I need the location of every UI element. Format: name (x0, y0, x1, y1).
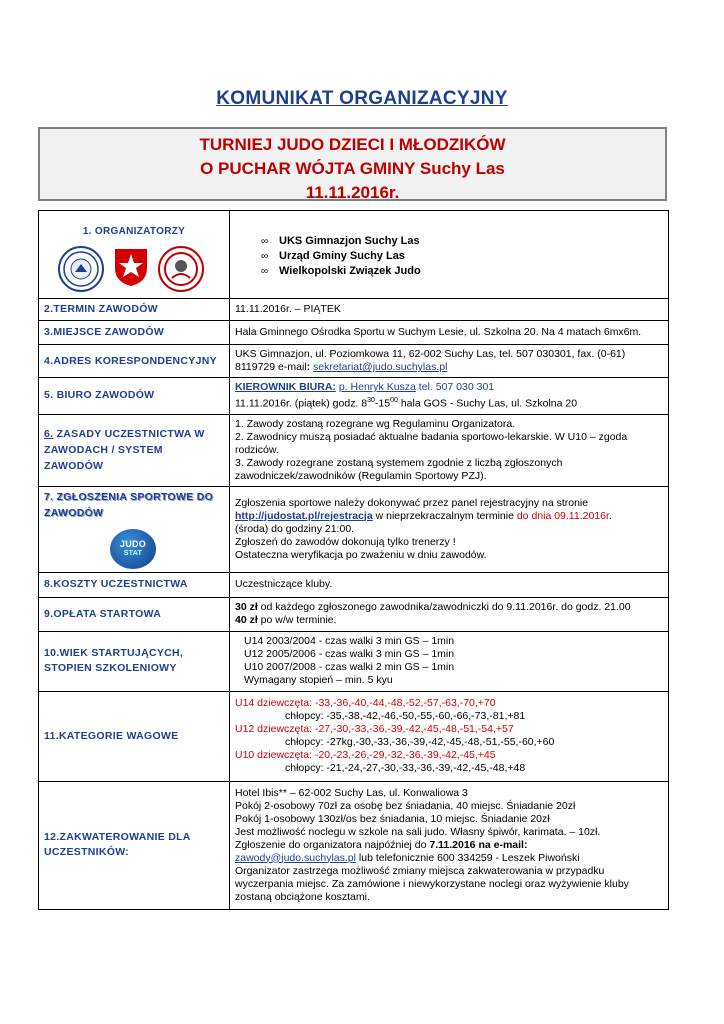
accommodation-email-label: na e-mail: (475, 838, 528, 851)
zgloszenia-label-cell (39, 486, 230, 572)
info-table (38, 210, 669, 910)
termin-label: 2.TERMIN ZAWODÓW (39, 299, 230, 321)
rule-1: 1. Zawody zostaną rozegrane wg Regulaminu Organizatora. (235, 417, 516, 430)
event-header-box (38, 127, 667, 201)
table-row-zasady (39, 414, 669, 486)
registration-link[interactable]: http://judostat.pl/rejestracja (235, 509, 373, 522)
miejsce-label: 3.MIEJSCE ZAWODÓW (39, 321, 230, 345)
koszty-value: Uczestniczące kluby. (230, 572, 669, 597)
table-row-oplata (39, 597, 669, 631)
zakwaterowanie-value (230, 781, 669, 909)
zakwaterowanie-label: 12.ZAKWATEROWANIE DLA UCZESTNIKÓW: (39, 781, 230, 909)
zasady-num: 6. (44, 428, 54, 440)
accommodation-deadline: 7.11.2016 (429, 838, 476, 851)
table-row-organizers (39, 211, 669, 299)
organizers-list (235, 234, 663, 279)
judostat-logo (110, 529, 156, 569)
biuro-hours-line (235, 394, 663, 411)
uks-logo-graphic (62, 250, 100, 288)
accommodation-text: Zgłoszenie do organizatora najpóźniej do (235, 838, 430, 851)
table-row-termin (39, 299, 669, 321)
rule-2: 2. Zawodnicy muszą posiadać aktualne badania sportowo-lekarskie. W U10 – zgoda rodziców. (235, 430, 628, 456)
weight-class-line: U14 dziewczęta: -33,-36,-40,-44,-48,-52,-57,-63,-70,+70 (235, 697, 496, 709)
zgloszenia-label: 7. ZGŁOSZENIA SPORTOWE DO ZAWODÓW (44, 490, 214, 519)
zgloszenia-line: Zgłoszenia sportowe należy dokonywać przez panel rejestracyjny na stronie (235, 496, 589, 509)
table-row-wiek (39, 631, 669, 691)
table-row-zakwaterowanie (39, 781, 669, 909)
adres-text: UKS Gimnazjon, ul. Poziomkowa 11, 62-002 Suchy Las, tel. 507 030301, fax. (0-61) 8119729 e-mail (235, 348, 626, 373)
deadline-date: do dnia 09.11.2016r (516, 509, 609, 522)
adres-value (230, 345, 669, 378)
termin-value: 11.11.2016r. – PIĄTEK (230, 299, 669, 321)
zgloszenia-line: (środa) do godziny 21:00. (235, 522, 355, 535)
accommodation-email-link[interactable]: zawody@judo.suchylas.pl (235, 851, 356, 864)
organizers-label-cell (39, 211, 230, 299)
table-row-adres (39, 345, 669, 378)
wiek-label: 10.WIEK STARTUJĄCYCH, STOPIEN SZKOLENIOWY (39, 631, 230, 691)
hours-sup: 00 (390, 397, 398, 404)
age-group-line: U12 2005/2006 - czas walki 3 min GS – 1min (244, 648, 455, 660)
fee-text: po w/w terminie. (257, 614, 337, 626)
weight-class-line: chłopcy: -21,-24,-27,-30,-33,-36,-39,-42,-45,-48,+48 (285, 762, 526, 774)
zgloszenia-line: Zgłoszeń do zawodów dokonują tylko trenerzy ! (235, 535, 456, 548)
bullet-icon: ∞ (261, 265, 269, 277)
fee-amount: 40 zł (235, 614, 258, 626)
zasady-label (39, 414, 230, 486)
weight-class-line: U10 dziewczęta: -20,-23,-26,-29,-32,-36,-39,-42,-45,+45 (235, 749, 496, 761)
accommodation-line: Hotel Ibis** – 62-002 Suchy Las, ul. Konwaliowa 3 (235, 786, 468, 799)
biuro-manager-line (235, 381, 663, 394)
uks-gimnazjon-logo (58, 246, 104, 292)
hours-location: hala GOS - Suchy Las, ul. Szkolna 20 (397, 397, 578, 410)
manager-name: p. Henryk Kusza (338, 381, 416, 393)
bullet-icon: ∞ (261, 235, 269, 247)
age-group-line: U14 2003/2004 - czas walki 3 min GS – 1min (244, 635, 455, 647)
organizer-name: Urząd Gminy Suchy Las (279, 249, 405, 262)
list-item (261, 234, 663, 249)
judo-logo-graphic (162, 250, 200, 288)
rule-3: 3. Zawody rozegrane zostaną systemem zgodnie z liczbą zgłoszonych zawodniczek/zawodników (Regulamin Sportowy PZJ). (235, 456, 563, 482)
accommodation-line: Pokój 1-osobowy 130zł/os bez śniadania, 10 miejsc. Śniadanie 20zł (235, 812, 550, 825)
adres-label: 4.ADRES KORESPONDENCYJNY (39, 345, 230, 378)
fee-text: od każdego zgłoszonego zawodnika/zawodniczki do 9.11.2016r. do godz. 21.00 (257, 601, 631, 613)
accommodation-line (235, 852, 663, 865)
oplata-value (230, 597, 669, 631)
biuro-value (230, 378, 669, 415)
deadline-text: w nieprzekraczalnym terminie (372, 509, 517, 522)
age-group-line: Wymagany stopień – min. 5 kyu (244, 674, 393, 686)
kategorie-label: 11.KATEGORIE WAGOWE (39, 691, 230, 781)
list-item (261, 264, 663, 279)
table-row-kategorie (39, 691, 669, 781)
oplata-line (235, 601, 663, 614)
event-title-line1: TURNIEJ JUDO DZIECI I MŁODZIKÓW (199, 135, 506, 154)
koszty-label: 8.KOSZTY UCZESTNICTWA (39, 572, 230, 597)
age-group-line: U10 2007/2008 - czas walki 2 min GS – 1min (244, 661, 455, 673)
table-row-zgloszenia (39, 486, 669, 572)
table-row-koszty (39, 572, 669, 597)
organizers-label: 1. ORGANIZATORZY (82, 226, 186, 237)
accommodation-line: Pokój 2-osobowy 70zł za osobę bez śniadania, 40 miejsc. Śniadanie 20zł (235, 799, 576, 812)
accommodation-phone: lub telefonicznie 600 334259 - Leszek Piwoński (355, 851, 580, 864)
zgloszenia-line (235, 510, 663, 523)
list-item (261, 249, 663, 264)
manager-label: KIEROWNIK BIURA: (235, 381, 336, 393)
hours-text: 11.11.2016r. (piątek) godz. 8 (235, 397, 368, 410)
accommodation-line: Organizator zastrzega możliwość zmiany miejsca zakwaterowania w przypadku wyczerpania miejsc. Za zamówione i niewykorzystane noclegi oraz wyżywienie kluby zostaną obciążone kosztami. (235, 864, 629, 903)
biuro-label: 5. BIURO ZAWODÓW (39, 378, 230, 415)
event-title-line2: O PUCHAR WÓJTA GMINY Suchy Las (200, 159, 505, 178)
bullet-icon: ∞ (261, 250, 269, 262)
organizers-value-cell (230, 211, 669, 299)
crest-graphic (111, 246, 151, 288)
weight-class-line: chłopcy: -27kg,-30,-33,-36,-39,-42,-45,-48,-51,-55,-60,+60 (285, 736, 555, 748)
miejsce-value: Hala Gminnego Ośrodka Sportu w Suchym Lesie, ul. Szkolna 20. Na 4 matach 6mx6m. (230, 321, 669, 345)
zgloszenia-line: Ostateczna weryfikacja po zważeniu w dniu zawodów. (235, 548, 487, 561)
judostat-logo-sub: STAT (123, 549, 143, 557)
zgloszenia-value (230, 486, 669, 572)
hours-sup: 30 (367, 397, 375, 404)
manager-phone: tel. 507 030 301 (415, 381, 495, 393)
document-title: KOMUNIKAT ORGANIZACYJNY (216, 88, 508, 109)
oplata-line (235, 614, 663, 627)
kategorie-value (230, 691, 669, 781)
zasady-text: ZASADY UCZESTNICTWA W ZAWODACH / SYSTEM ZAWODÓW (44, 428, 205, 472)
adres-colon: : (306, 361, 311, 373)
wiek-value (230, 631, 669, 691)
hours-text: -15 (374, 397, 391, 410)
weight-class-line: chłopcy: -35,-38,-42,-46,-50,-55,-60,-66,-73,-81,+81 (285, 710, 526, 722)
event-date: 11.11.2016r. (305, 183, 400, 202)
table-row-biuro (39, 378, 669, 415)
oplata-label: 9.OPŁATA STARTOWA (39, 597, 230, 631)
accommodation-line (235, 839, 663, 852)
deadline-dot: . (608, 509, 612, 522)
judo-association-logo (158, 246, 204, 292)
weight-class-line: U12 dziewczęta: -27,-30,-33,-36,-39,-42,-45,-48,-51,-54,+57 (235, 723, 514, 735)
judostat-logo-text: JUDO (119, 538, 147, 549)
secretariat-email-link[interactable]: sekretariat@judo.suchylas.pl (313, 361, 448, 373)
table-row-miejsce (39, 321, 669, 345)
organizer-name: UKS Gimnazjon Suchy Las (279, 234, 420, 247)
accommodation-line: Jest możliwość noclegu w szkole na sali judo. Własny śpiwór, karimata. – 10zł. (235, 825, 601, 838)
zasady-value (230, 414, 669, 486)
gmina-suchy-las-crest (110, 246, 152, 288)
organizer-name: Wielkopolski Związek Judo (279, 264, 421, 277)
fee-amount: 30 zł (235, 601, 258, 613)
organizer-logos (58, 246, 224, 292)
